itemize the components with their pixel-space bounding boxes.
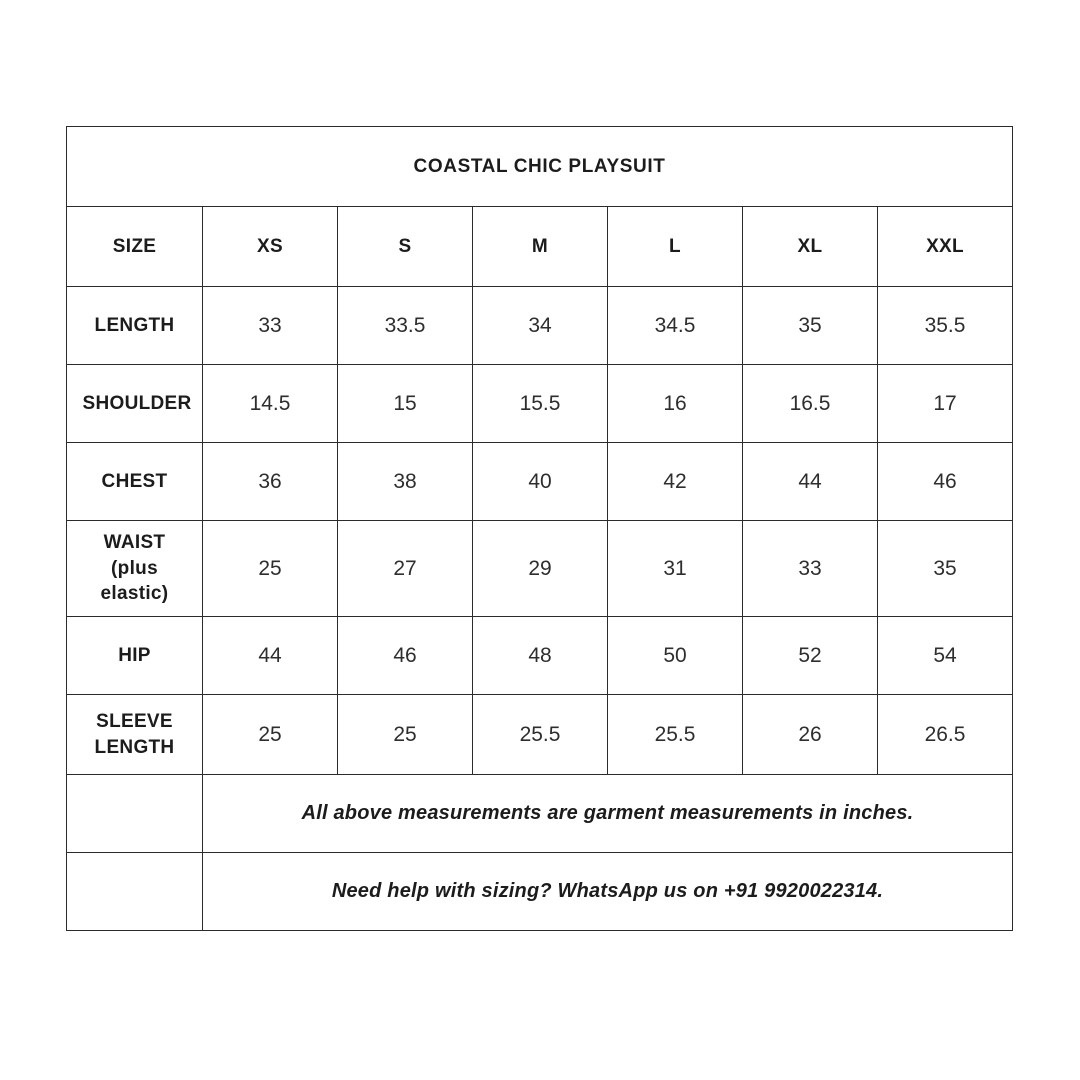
measurement-value: 35	[798, 313, 822, 337]
value-cell	[608, 695, 743, 775]
note-row-measurements	[67, 775, 1013, 853]
value-cell	[878, 521, 1013, 617]
value-cell	[203, 287, 338, 365]
row-label: WAIST (plus elastic)	[100, 532, 169, 605]
measurement-value: 46	[393, 643, 417, 667]
value-cell	[338, 365, 473, 443]
value-cell	[878, 365, 1013, 443]
row-label: CHEST	[101, 470, 168, 492]
measurement-value: 35.5	[924, 313, 966, 337]
measurement-value: 31	[663, 556, 687, 580]
value-cell	[203, 365, 338, 443]
row-label-cell	[67, 443, 203, 521]
value-cell	[203, 617, 338, 695]
header-label: M	[531, 235, 549, 257]
value-cell	[338, 617, 473, 695]
header-label: S	[398, 235, 412, 257]
measurement-value: 25	[393, 722, 417, 746]
measurement-value: 29	[528, 556, 552, 580]
header-label: L	[669, 235, 681, 257]
measurement-value: 17	[933, 391, 957, 415]
measurement-value: 25.5	[519, 722, 561, 746]
measurement-value: 33	[258, 313, 282, 337]
value-cell	[743, 443, 878, 521]
row-label-cell	[67, 617, 203, 695]
value-cell	[473, 443, 608, 521]
header-cell-m	[473, 207, 608, 287]
measurement-value: 40	[528, 469, 552, 493]
measurement-value: 26	[798, 722, 822, 746]
measurement-value: 52	[798, 643, 822, 667]
value-cell	[743, 695, 878, 775]
value-cell	[473, 287, 608, 365]
header-label: XS	[257, 235, 283, 257]
measurement-value: 16.5	[789, 391, 831, 415]
measurement-value: 36	[258, 469, 282, 493]
value-cell	[473, 695, 608, 775]
sizing-help-note: Need help with sizing? WhatsApp us on +91 9920022314.	[331, 880, 884, 902]
measurement-value: 14.5	[249, 391, 291, 415]
measurement-value: 33.5	[384, 313, 426, 337]
value-cell	[203, 443, 338, 521]
measurement-value: 25	[258, 556, 282, 580]
note-cell	[203, 853, 1013, 931]
note-cell	[203, 775, 1013, 853]
value-cell	[743, 287, 878, 365]
title-row	[67, 127, 1013, 207]
table-row-waist	[67, 521, 1013, 617]
value-cell	[743, 617, 878, 695]
value-cell	[473, 521, 608, 617]
measurement-value: 35	[933, 556, 957, 580]
measurement-note: All above measurements are garment measurements in inches.	[301, 802, 914, 824]
row-label-cell	[67, 521, 203, 617]
value-cell	[608, 443, 743, 521]
header-cell-xl	[743, 207, 878, 287]
row-label-cell	[67, 365, 203, 443]
measurement-value: 27	[393, 556, 417, 580]
measurement-value: 46	[933, 469, 957, 493]
value-cell	[608, 287, 743, 365]
value-cell	[338, 287, 473, 365]
measurement-value: 25.5	[654, 722, 696, 746]
empty-cell	[67, 775, 203, 853]
header-cell-xs	[203, 207, 338, 287]
measurement-value: 48	[528, 643, 552, 667]
row-label: SLEEVE LENGTH	[94, 710, 175, 758]
row-label: HIP	[118, 644, 151, 666]
value-cell	[203, 521, 338, 617]
value-cell	[878, 695, 1013, 775]
measurement-value: 34	[528, 313, 552, 337]
table-row-shoulder	[67, 365, 1013, 443]
value-cell	[473, 617, 608, 695]
chart-title: COASTAL CHIC PLAYSUIT	[413, 155, 666, 177]
note-row-sizing-help	[67, 853, 1013, 931]
measurement-value: 38	[393, 469, 417, 493]
header-label: XL	[797, 235, 823, 257]
value-cell	[203, 695, 338, 775]
table-row-sleeve-length	[67, 695, 1013, 775]
measurement-value: 42	[663, 469, 687, 493]
measurement-value: 15.5	[519, 391, 561, 415]
value-cell	[878, 287, 1013, 365]
value-cell	[338, 695, 473, 775]
chart-title-cell	[67, 127, 1013, 207]
measurement-value: 15	[393, 391, 417, 415]
value-cell	[743, 365, 878, 443]
table-row-hip	[67, 617, 1013, 695]
value-cell	[608, 521, 743, 617]
row-label: LENGTH	[94, 314, 175, 336]
table-row-chest	[67, 443, 1013, 521]
measurement-value: 16	[663, 391, 687, 415]
value-cell	[608, 617, 743, 695]
table-row-length	[67, 287, 1013, 365]
empty-cell	[67, 853, 203, 931]
header-label: SIZE	[112, 235, 157, 257]
value-cell	[338, 521, 473, 617]
value-cell	[338, 443, 473, 521]
size-chart-table	[66, 126, 1013, 931]
row-label-cell	[67, 287, 203, 365]
row-label-cell	[67, 695, 203, 775]
header-label: XXL	[926, 235, 964, 257]
value-cell	[473, 365, 608, 443]
value-cell	[608, 365, 743, 443]
header-row	[67, 207, 1013, 287]
measurement-value: 50	[663, 643, 687, 667]
value-cell	[878, 617, 1013, 695]
value-cell	[743, 521, 878, 617]
value-cell	[878, 443, 1013, 521]
header-cell-xxl	[878, 207, 1013, 287]
header-cell-size	[67, 207, 203, 287]
measurement-value: 54	[933, 643, 957, 667]
measurement-value: 26.5	[924, 722, 966, 746]
measurement-value: 25	[258, 722, 282, 746]
header-cell-s	[338, 207, 473, 287]
measurement-value: 44	[258, 643, 282, 667]
measurement-value: 33	[798, 556, 822, 580]
row-label: SHOULDER	[82, 392, 192, 414]
measurement-value: 34.5	[654, 313, 696, 337]
measurement-value: 44	[798, 469, 822, 493]
header-cell-l	[608, 207, 743, 287]
